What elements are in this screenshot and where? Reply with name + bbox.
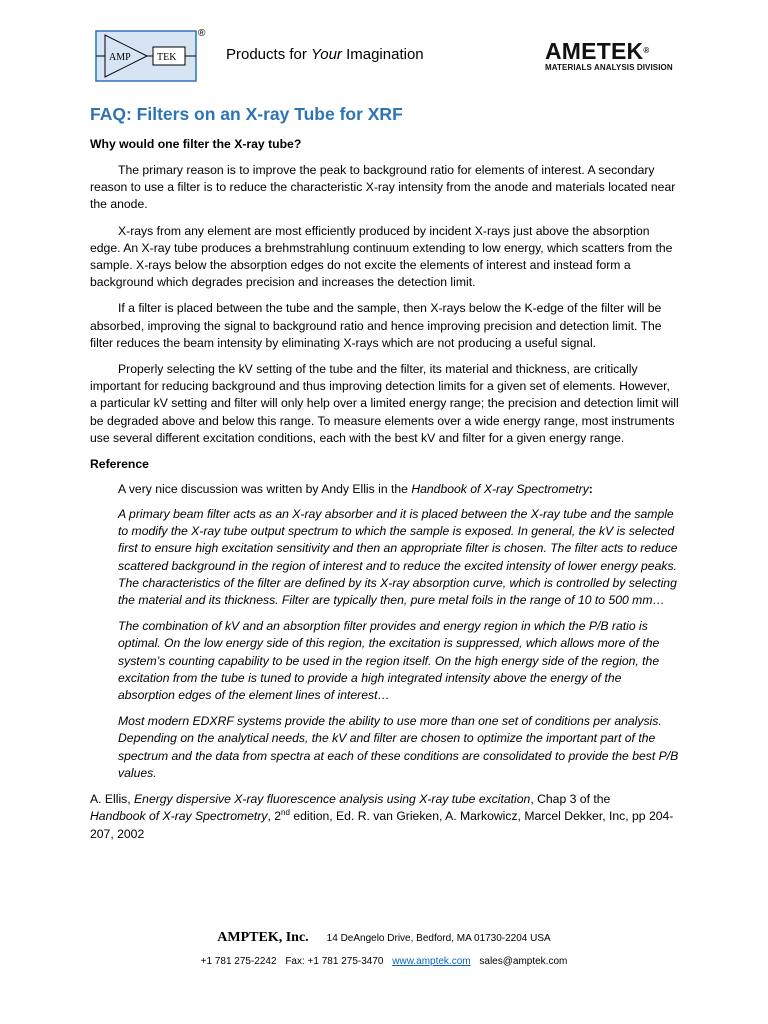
company-address: 14 DeAngelo Drive, Bedford, MA 01730-2204 USA xyxy=(326,933,551,944)
footer-contact-line xyxy=(0,956,768,967)
quote-block: Most modern EDXRF systems provide the ability to use more than one set of conditions per analysis. Depending on the analytical needs, the kV and filter are chosen to optimize the important part of the spectrum and the data from spectra at each of these conditions are consolidated to provide the best P/B values. xyxy=(118,714,679,780)
quote-block: A primary beam filter acts as an X-ray absorber and it is placed between the X-ray tube and the sample to modify the X-ray tube output spectrum to which the sample is exposed. In general, the kV is selected first to ensure high excitation sensitivity and then an appropriate filter is chosen. The filter acts to reduce scattered background in the region of interest and to reduce the excited intensity of lower energy peaks. The characteristics of the filter are defined by its X-ray absorption curve, which is controlled by selecting the material and its thickness. Filter are typically then, pure metal foils in the range of 10 to 500 mm… xyxy=(118,507,678,608)
paragraph: If a filter is placed between the tube and the sample, then X-rays below the K-edge of the filter will be absorbed, improving the signal to background ratio and hence improving precision and detection limit. The filter reduces the beam intensity by eliminating X-rays which are not producing a useful signal. xyxy=(90,301,662,350)
amptek-logo-graphic xyxy=(95,30,197,82)
logo-text-tek: TEK xyxy=(157,52,177,63)
quote-block: The combination of kV and an absorption filter provides and energy region in which the P/B ratio is optimal. On the low energy side of this region, the excitation is suppressed, which allows more of the system’s counting capability to be used in the region itself. On the high energy side of the region, the excitation from the tube is tuned to provide a high integrated intensity above the energy of the absorption edges of the element lines of interest… xyxy=(118,619,660,703)
registered-mark: ® xyxy=(198,28,206,39)
reference-intro: A very nice discussion was written by Andy Ellis in the Handbook of X-ray Spectrometry: xyxy=(118,482,593,497)
website-link[interactable]: www.amptek.com xyxy=(392,956,471,967)
ametek-division: MATERIALS ANALYSIS DIVISION xyxy=(545,63,673,72)
question-heading: Why would one filter the X-ray tube? xyxy=(90,137,302,151)
paragraph: X-rays from any element are most efficiently produced by incident X-rays just above the absorption edge. An X-ray tube produces a brehmstrahlung continuum extending to low energy, which scatters from the sample. X-rays below the absorption edges do not excite the elements of interest and instead form a background which degrades precision and increases the detection limit. xyxy=(90,223,673,290)
reference-heading: Reference xyxy=(90,457,149,472)
company-name: AMPTEK, Inc. xyxy=(217,930,309,945)
fax-number: Fax: +1 781 275-3470 xyxy=(285,956,384,967)
ametek-logo[interactable] xyxy=(545,40,679,73)
ametek-wordmark: AMETEK® xyxy=(545,38,650,64)
amptek-logo[interactable] xyxy=(95,30,197,82)
tagline: Products for Your Imagination xyxy=(226,46,424,63)
citation: A. Ellis, Energy dispersive X-ray fluorescence analysis using X-ray tube excitation, Chap 3 of the Handbook of X-ray Spectrometry, 2nd edition, Ed. R. van Grieken, A. Markowicz, Marcel Dekker, Inc, pp 204-207, 2002 xyxy=(90,792,674,841)
page-title: FAQ: Filters on an X-ray Tube for XRF xyxy=(90,104,403,124)
document-body xyxy=(90,104,680,843)
paragraph: The primary reason is to improve the peak to background ratio for elements of interest. A secondary reason to use a filter is to reduce the characteristic X-ray intensity from the anode and materials located near the anode. xyxy=(90,163,676,212)
phone-number: +1 781 275-2242 xyxy=(200,956,277,967)
email-address[interactable]: sales@amptek.com xyxy=(479,956,568,967)
logo-text-amp: AMP xyxy=(109,52,131,63)
footer-address-line xyxy=(0,928,768,946)
paragraph: Properly selecting the kV setting of the tube and the filter, its material and thickness, are critically important for reducing background and thus improving detection limits for a given set of elements. However, a particular kV setting and filter will only help over a limited energy range; the precision and detection limit will be degraded above and below this range. To measure elements over a wide energy range, most instruments use several different excitation conditions, each with the best kV and filter for a given energy range. xyxy=(90,362,679,445)
